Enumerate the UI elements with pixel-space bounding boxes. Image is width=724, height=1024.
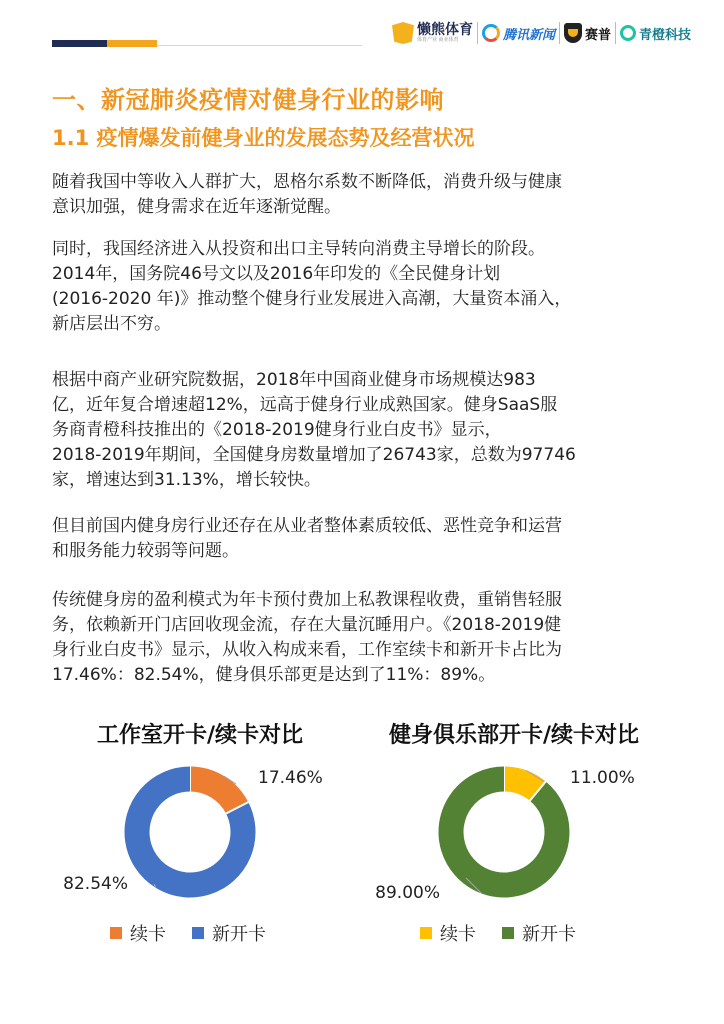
legend-label: 新开卡	[212, 924, 266, 945]
legend-item	[420, 920, 476, 946]
text-line: 和服务能力较弱等问题。	[52, 541, 239, 561]
text-line: 17.46%：82.54%，健身俱乐部更是达到了11%：89%。	[52, 665, 496, 685]
text-line: 意识加强，健身需求在近年逐渐觉醒。	[52, 197, 341, 217]
legend-swatch-new	[502, 927, 514, 939]
legend-item	[502, 920, 576, 946]
data-label: 89.00%	[375, 883, 440, 903]
chart-2-title: 健身俱乐部开卡/续卡对比	[388, 723, 640, 748]
legend-swatch-new	[192, 927, 204, 939]
text-line: 家，增速达到31.13%，增长较快。	[52, 470, 321, 490]
chart-1-legend	[110, 920, 282, 946]
donut-slice-renewal	[190, 779, 237, 808]
chart-2-legend	[420, 920, 592, 946]
legend-item	[110, 920, 166, 946]
lazybear-name: 懒熊体育	[417, 21, 473, 38]
data-label: 11.00%	[570, 768, 635, 788]
section-heading: 一、新冠肺炎疫情对健身行业的影响	[52, 86, 444, 114]
saipu-name: 赛普	[585, 27, 612, 43]
donut-slice-renewal	[504, 779, 538, 791]
donut-slice-new	[451, 779, 557, 885]
text-line: 务，依赖新开门店回收现金流，存在大量沉睡用户。《2018-2019健	[52, 615, 562, 635]
text-line: 亿，近年复合增速超12%，远高于健身行业成熟国家。健身SaaS服	[52, 395, 558, 415]
text-line: 身行业白皮书》显示，从收入构成来看，工作室续卡和新开卡占比为	[52, 640, 562, 660]
data-label: 17.46%	[258, 768, 323, 788]
data-label: 82.54%	[63, 874, 128, 894]
text-line: 2014年，国务院46号文以及2016年印发的《全民健身计划	[52, 264, 501, 284]
chart-2-donut	[375, 767, 635, 904]
text-line: 同时，我国经济进入从投资和出口主导转向消费主导增长的阶段。	[52, 239, 545, 259]
legend-label: 续卡	[440, 924, 476, 945]
chart-1-donut	[63, 767, 323, 895]
text-line: 传统健身房的盈利模式为年卡预付费加上私教课程收费，重销售轻服	[52, 590, 562, 610]
text-line: 2018-2019年期间，全国健身房数量增加了26743家，总数为97746	[52, 445, 576, 465]
text-line: 根据中商产业研究院数据，2018年中国商业健身市场规模达983	[52, 370, 536, 390]
text-line: (2016-2020 年)》推动整个健身行业发展进入高潮，大量资本涌入，	[52, 289, 572, 309]
tencent-news-name: 腾讯新闻	[503, 27, 556, 43]
lazybear-tagline: 体育产业 商业体育	[417, 36, 459, 43]
qingcheng-name: 青橙科技	[639, 27, 692, 43]
subsection-heading: 1.1 疫情爆发前健身业的发展态势及经营状况	[52, 126, 475, 150]
text-line: 务商青橙科技推出的《2018-2019健身行业白皮书》显示，	[52, 420, 502, 440]
text-line: 新店层出不穷。	[52, 314, 171, 334]
legend-swatch-renewal	[420, 927, 432, 939]
chart-1-title: 工作室开卡/续卡对比	[96, 723, 304, 748]
legend-swatch-renewal	[110, 927, 122, 939]
legend-item	[192, 920, 266, 946]
legend-label: 新开卡	[522, 924, 576, 945]
text-line: 但目前国内健身房行业还存在从业者整体素质较低、恶性竞争和运营	[52, 516, 562, 536]
text-line: 随着我国中等收入人群扩大，恩格尔系数不断降低，消费升级与健康	[52, 172, 562, 192]
legend-label: 续卡	[130, 924, 166, 945]
